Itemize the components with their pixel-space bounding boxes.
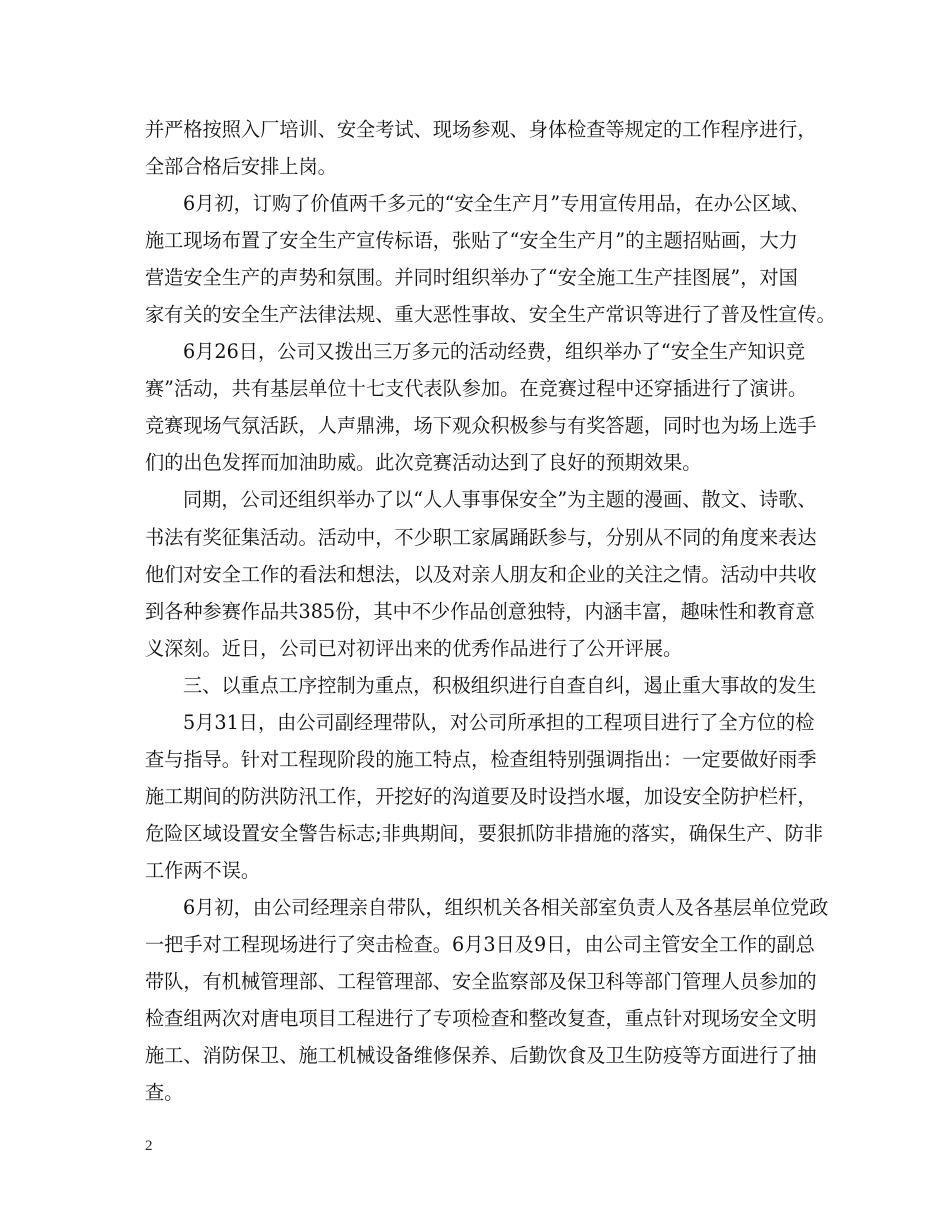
text-line: 查。 xyxy=(145,1081,184,1105)
document-body xyxy=(145,118,836,1118)
text-line: 他们对安全工作的看法和想法，以及对亲人朋友和企业的关注之情。活动中共收 xyxy=(145,562,817,586)
text-line: 工作两不误。 xyxy=(145,858,261,882)
text-line: 营造安全生产的声势和氛围。并同时组织举办了“安全施工生产挂图展”，对国 xyxy=(145,266,798,290)
text-line: 施工、消防保卫、施工机械设备维修保养、后勤饮食及卫生防疫等方面进行了抽 xyxy=(145,1044,817,1068)
text-line: 一把手对工程现场进行了突击检查。6月3日及9日，由公司主管安全工作的副总 xyxy=(145,933,815,957)
text-line: 赛”活动，共有基层单位十七支代表队参加。在竞赛过程中还穿插进行了演讲。 xyxy=(145,377,808,401)
text-line: 6月26日，公司又拨出三万多元的活动经费，组织举办了“安全生产知识竞 xyxy=(183,340,806,364)
text-line: 竞赛现场气氛活跃，人声鼎沸，场下观众积极参与有奖答题，同时也为场上选手 xyxy=(145,414,817,438)
text-line: 家有关的安全生产法律法规、重大恶性事故、安全生产常识等进行了普及性宣传。 xyxy=(145,303,836,327)
text-line: 施工期间的防洪防汛工作，开挖好的沟道要及时设挡水堰，加设安全防护栏杆， xyxy=(145,784,817,808)
text-line: 并严格按照入厂培训、安全考试、现场参观、身体检查等规定的工作程序进行， xyxy=(145,118,817,141)
text-line: 检查组两次对唐电项目工程进行了专项检查和整改复查，重点针对现场安全文明 xyxy=(145,1007,817,1031)
text-line: 全部合格后安排上岗。 xyxy=(145,155,337,179)
text-line: 危险区域设置安全警告标志;非典期间，要狠抓防非措施的落实，确保生产、防非 xyxy=(145,821,824,845)
text-line: 6月初，订购了价值两千多元的“安全生产月”专用宣传用品，在办公区域、 xyxy=(183,192,810,216)
text-line: 书法有奖征集活动。活动中，不少职工家属踊跃参与，分别从不同的角度来表达 xyxy=(145,525,817,549)
text-line: 同期，公司还组织举办了以“人人事事保安全”为主题的漫画、散文、诗歌、 xyxy=(183,488,817,512)
text-line: 带队，有机械管理部、工程管理部、安全监察部及保卫科等部门管理人员参加的 xyxy=(145,970,817,994)
text-line: 查与指导。针对工程现阶段的施工特点，检查组特别强调指出：一定要做好雨季 xyxy=(145,747,817,771)
text-line: 施工现场布置了安全生产宣传标语，张贴了“安全生产月”的主题招贴画，大力 xyxy=(145,229,798,253)
text-line: 6月初，由公司经理亲自带队，组织机关各相关部室负责人及各基层单位党政 xyxy=(183,895,829,919)
text-line: 到各种参赛作品共385份，其中不少作品创意独特，内涵丰富，趣味性和教育意 xyxy=(145,599,815,623)
text-line: 们的出色发挥而加油助威。此次竞赛活动达到了良好的预期效果。 xyxy=(145,451,702,475)
page-number: 2 xyxy=(145,1138,153,1154)
text-line: 义深刻。近日，公司已对初评出来的优秀作品进行了公开评展。 xyxy=(145,636,683,660)
text-line: 5月31日，由公司副经理带队，对公司所承担的工程项目进行了全方位的检 xyxy=(183,710,815,734)
text-line: 三、以重点工序控制为重点，积极组织进行自查自纠，遏止重大事故的发生 xyxy=(183,673,817,697)
